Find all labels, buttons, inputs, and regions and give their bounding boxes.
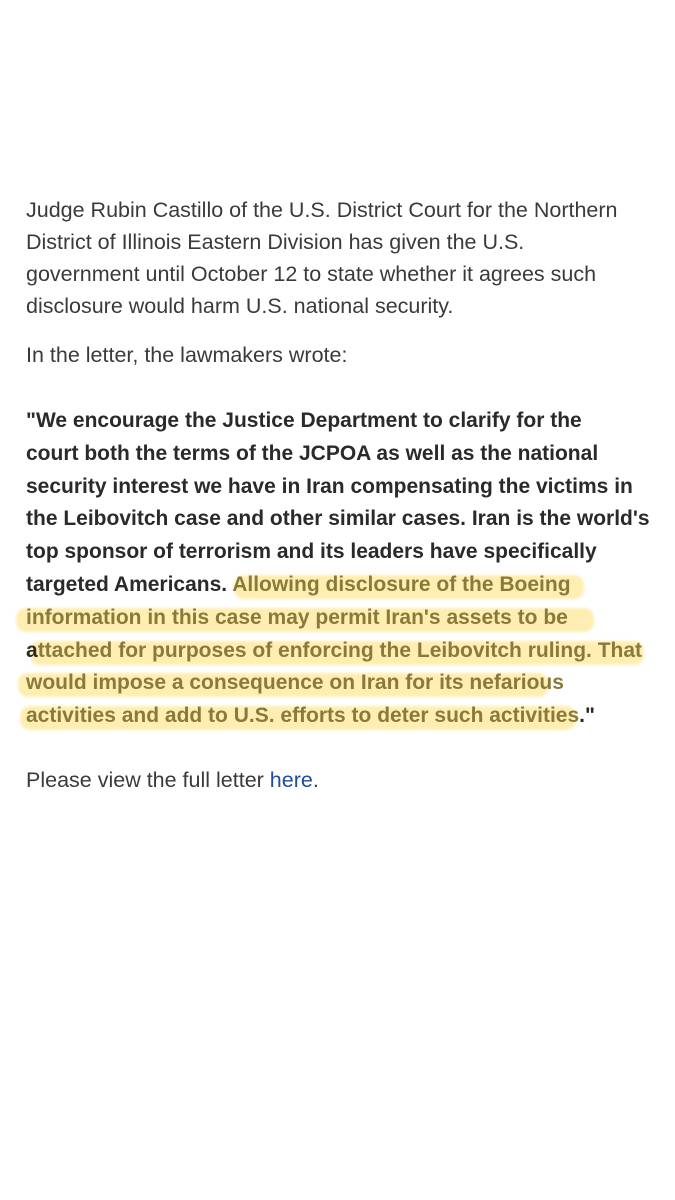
closing-paragraph <box>26 764 656 796</box>
text-line: government until October 12 to state whether it agrees such <box>26 262 597 286</box>
quote-line <box>26 602 666 635</box>
quote-line <box>26 635 666 668</box>
highlighted-text: ttached for purposes of enforcing the Leibovitch ruling. That <box>37 638 643 662</box>
quote-line: security interest we have in Iran compensating the victims in <box>26 474 633 498</box>
highlighted-text: would impose a consequence on Iran for its nefarious <box>26 671 564 695</box>
text-line: Judge Rubin Castillo of the U.S. District Court for the Northern <box>26 198 618 222</box>
quote-line <box>26 667 666 700</box>
quote-text: a <box>26 638 38 662</box>
highlighted-text: information in this case may permit Iran's assets to be <box>26 605 568 629</box>
closing-text: Please view the full letter <box>26 768 270 792</box>
quote-line <box>26 569 666 602</box>
letter-lead-paragraph: In the letter, the lawmakers wrote: <box>26 343 348 367</box>
text-line: disclosure would harm U.S. national security. <box>26 294 454 318</box>
text-line: District of Illinois Eastern Division has given the U.S. <box>26 230 525 254</box>
quote-line: "We encourage the Justice Department to clarify for the <box>26 409 582 432</box>
closing-period: . <box>312 768 319 792</box>
letter-quote <box>26 405 666 733</box>
highlighted-text: activities and add to U.S. efforts to deter such activities <box>26 704 580 728</box>
quote-line: top sponsor of terrorism and its leaders have specifically <box>26 540 597 564</box>
quote-line: the Leibovitch case and other similar cases. Iran is the world's <box>26 507 650 531</box>
quote-text: targeted Americans. <box>26 572 233 596</box>
quote-line <box>26 700 666 733</box>
quote-line: court both the terms of the JCPOA as well as the national <box>26 441 599 465</box>
highlighted-text: Allowing disclosure of the Boeing <box>232 572 571 596</box>
letter-link[interactable]: here <box>269 768 313 792</box>
quote-text: ." <box>579 704 595 728</box>
intro-paragraph <box>26 194 656 322</box>
